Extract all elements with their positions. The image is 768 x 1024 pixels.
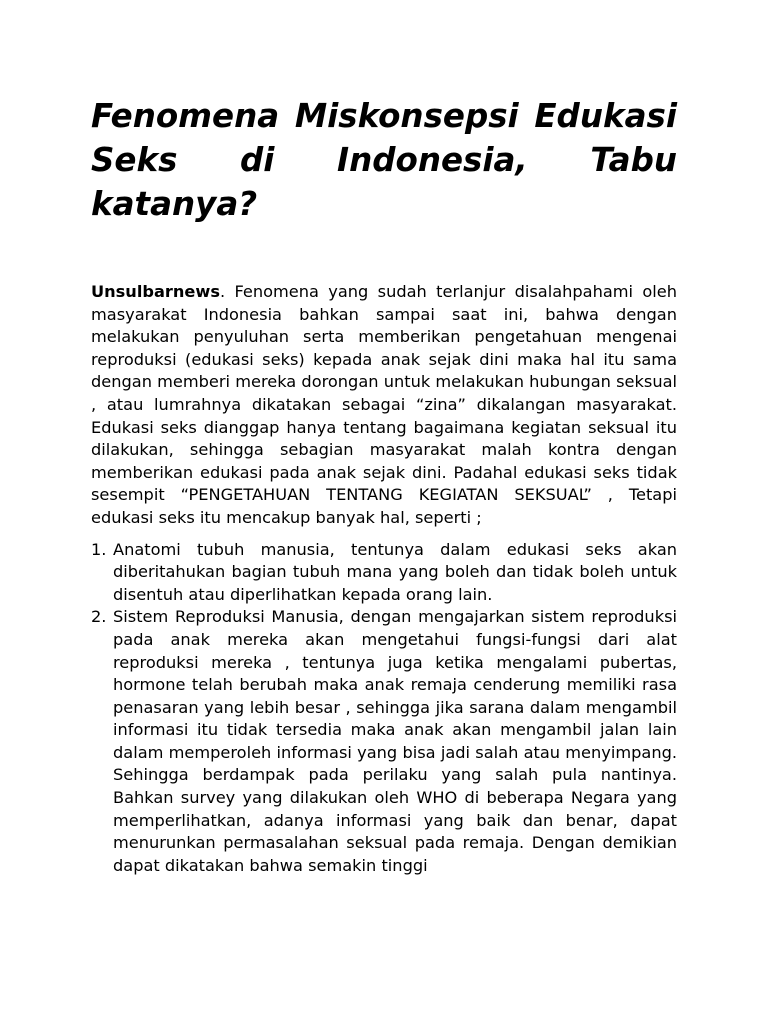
intro-paragraph [91,281,677,530]
list-item [91,539,677,607]
list-item-text: Anatomi tubuh manusia, tentunya dalam edukasi seks akan diberitahukan bagian tubuh mana yang boleh dan tidak boleh untuk disentuh atau diperlihatkan kepada orang lain. [113,539,677,604]
article-title: Fenomena Miskonsepsi Edukasi Seks di Indonesia, Tabu katanya? [91,97,677,223]
list-item-text: Sistem Reproduksi Manusia, dengan mengajarkan sistem reproduksi pada anak mereka akan mengetahui fungsi-fungsi dari alat reproduksi mereka , tentunya juga ketika mengalami pubertas, hormone telah berubah maka anak remaja cenderung memiliki rasa penasaran yang lebih besar , sehingga jika sarana dalam mengambil informasi itu tidak tersedia maka anak akan mengambil jalan lain dalam memperoleh informasi yang bisa jadi salah atau menyimpang. Sehingga berdampak pada perilaku yang salah pula nantinya. Bahkan survey yang dilakukan oleh WHO di beberapa Negara yang memperlihatkan, adanya informasi yang baik dan benar, dapat menurunkan permasalahan seksual pada remaja. Dengan demikian dapat dikatakan bahwa semakin tinggi [113,607,677,875]
source-name: Unsulbarnews [91,282,220,301]
list-item-number: 2. [91,607,107,627]
list-item-number: 1. [91,539,107,559]
document-page [91,94,677,877]
intro-text: . Fenomena yang sudah terlanjur disalahpahami oleh masyarakat Indonesia bahkan sampai saat ini, bahwa dengan melakukan penyuluhan serta memberikan pengetahuan mengenai reproduksi (edukasi seks) kepada anak sejak dini maka hal itu sama dengan memberi mereka dorongan untuk melakukan hubungan seksual , atau lumrahnya dikatakan sebagai “zina” dikalangan masyarakat. Edukasi seks dianggap hanya tentang bagaimana kegiatan seksual itu dilakukan, sehingga sebagian masyarakat malah kontra dengan memberikan edukasi pada anak sejak dini. Padahal edukasi seks tidak sesempit “PENGETAHUAN TENTANG KEGIATAN SEKSUAL” , Tetapi edukasi seks itu mencakup banyak hal, seperti ; [91,282,677,527]
topic-list [91,539,677,878]
list-item [91,606,677,877]
